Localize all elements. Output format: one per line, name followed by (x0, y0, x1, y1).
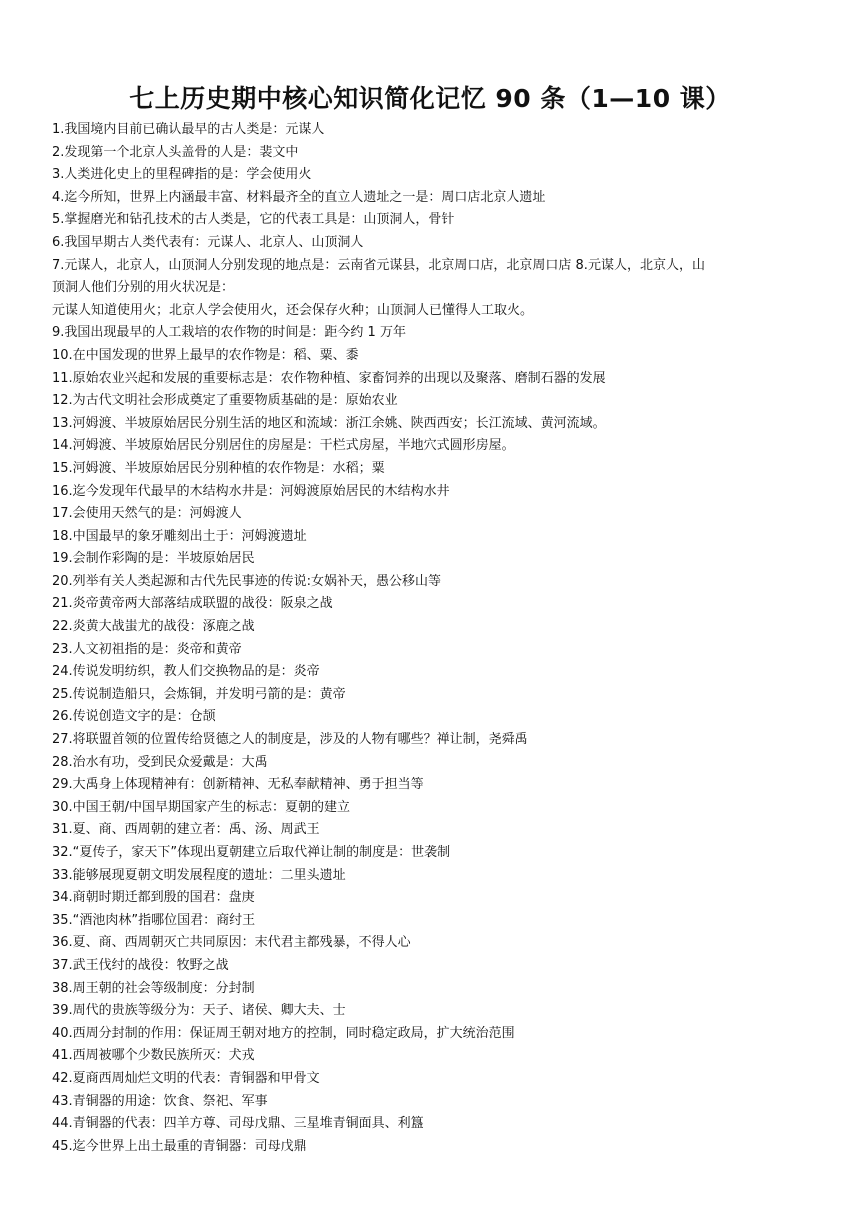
list-item: 34.商朝时期迁都到殷的国君：盘庚 (52, 890, 255, 906)
list-item: 10.在中国发现的世界上最早的农作物是：稻、粟、黍 (52, 347, 359, 363)
list-item: 21.炎帝黄帝两大部落结成联盟的战役：阪泉之战 (52, 596, 333, 612)
list-item: 19.会制作彩陶的是：半坡原始居民 (52, 551, 255, 567)
list-item: 20.列举有关人类起源和古代先民事迹的传说:女娲补天，愚公移山等 (52, 573, 442, 589)
list-item: 17.会使用天然气的是：河姆渡人 (52, 506, 242, 522)
list-item: 41.西周被哪个少数民族所灭：犬戎 (52, 1048, 255, 1064)
list-item: 44.青铜器的代表：四羊方尊、司母戊鼎、三星堆青铜面具、利簋 (52, 1116, 424, 1132)
list-item: 25.传说制造船只，会炼铜，并发明弓箭的是：黄帝 (52, 686, 346, 702)
list-item: 39.周代的贵族等级分为：天子、诸侯、卿大夫、士 (52, 1003, 346, 1019)
list-item: 24.传说发明纺织，教人们交换物品的是：炎帝 (52, 664, 320, 680)
list-item: 6.我国早期古人类代表有：元谋人、北京人、山顶洞人 (52, 234, 364, 250)
list-item: 40.西周分封制的作用：保证周王朝对地方的控制，同时稳定政局，扩大统治范围 (52, 1025, 515, 1041)
list-item: 27.将联盟首领的位置传给贤德之人的制度是，涉及的人物有哪些？禅让制，尧舜禹 (52, 732, 528, 748)
list-item: 32.“夏传子，家天下”体现出夏朝建立后取代禅让制的制度是：世袭制 (52, 845, 451, 860)
list-item: 26.传说创造文字的是：仓颉 (52, 709, 216, 725)
list-item: 2.发现第一个北京人头盖骨的人是：裴文中 (52, 144, 299, 160)
list-item-continuation: 元谋人知道使用火；北京人学会使用火，还会保存火种；山顶洞人已懂得人工取火。 (52, 302, 534, 318)
list-item: 22.炎黄大战蚩尤的战役：涿鹿之战 (52, 619, 255, 635)
list-item: 43.青铜器的用途：饮食、祭祀、军事 (52, 1093, 268, 1109)
list-item: 16.迄今发现年代最早的木结构水井是：河姆渡原始居民的木结构水井 (52, 483, 450, 499)
list-item: 23.人文初祖指的是：炎帝和黄帝 (52, 641, 242, 657)
list-item: 31.夏、商、西周朝的建立者：禹、汤、周武王 (52, 822, 320, 838)
list-item: 15.河姆渡、半坡原始居民分别种植的农作物是：水稻；粟 (52, 460, 385, 476)
list-item: 13.河姆渡、半坡原始居民分别生活的地区和流域：浙江余姚、陕西西安；长江流域、黄河流域。 (52, 415, 606, 431)
list-item: 4.迄今所知，世界上内涵最丰富、材料最齐全的直立人遗址之一是：周口店北京人遗址 (52, 189, 546, 205)
knowledge-list (52, 119, 812, 1158)
list-item: 45.迄今世界上出土最重的青铜器：司母戊鼎 (52, 1138, 307, 1154)
list-item: 30.中国王朝/中国早期国家产生的标志：夏朝的建立 (52, 799, 351, 815)
list-item: 11.原始农业兴起和发展的重要标志是：农作物种植、家畜饲养的出现以及聚落、磨制石器的发展 (52, 370, 606, 386)
list-item-continuation: 顶洞人他们分别的用火状况是： (52, 280, 235, 296)
list-item: 18.中国最早的象牙雕刻出土于：河姆渡遗址 (52, 528, 307, 544)
list-item: 42.夏商西周灿烂文明的代表：青铜器和甲骨文 (52, 1070, 320, 1086)
list-item: 12.为古代文明社会形成奠定了重要物质基础的是：原始农业 (52, 393, 398, 409)
list-item: 1.我国境内目前已确认最早的古人类是：元谋人 (52, 122, 325, 137)
list-item: 28.治水有功，受到民众爱戴是：大禹 (52, 754, 268, 770)
list-item: 35.“酒池肉林”指哪位国君：商纣王 (52, 912, 256, 928)
list-item: 3.人类进化史上的里程碑指的是：学会使用火 (52, 167, 312, 183)
document-title: 七上历史期中核心知识简化记忆 90 条（1—10 课） (129, 84, 731, 113)
list-item: 38.周王朝的社会等级制度：分封制 (52, 980, 255, 996)
list-item: 36.夏、商、西周朝灭亡共同原因：末代君主都残暴，不得人心 (52, 935, 411, 951)
list-item: 33.能够展现夏朝文明发展程度的遗址：二里头遗址 (52, 867, 346, 883)
list-item: 37.武王伐纣的战役：牧野之战 (52, 957, 229, 973)
list-item: 5.掌握磨光和钻孔技术的古人类是，它的代表工具是：山顶洞人，骨针 (52, 212, 455, 228)
list-item: 7.元谋人，北京人，山顶洞人分别发现的地点是：云南省元谋县，北京周口店，北京周口店 8.元谋人，北京人，山 (52, 257, 705, 273)
list-item: 9.我国出现最早的人工栽培的农作物的时间是：距今约 1 万年 (52, 325, 406, 341)
list-item: 14.河姆渡、半坡原始居民分别居住的房屋是：干栏式房屋，半地穴式圆形房屋。 (52, 438, 515, 454)
list-item: 29.大禹身上体现精神有：创新精神、无私奉献精神、勇于担当等 (52, 777, 424, 793)
